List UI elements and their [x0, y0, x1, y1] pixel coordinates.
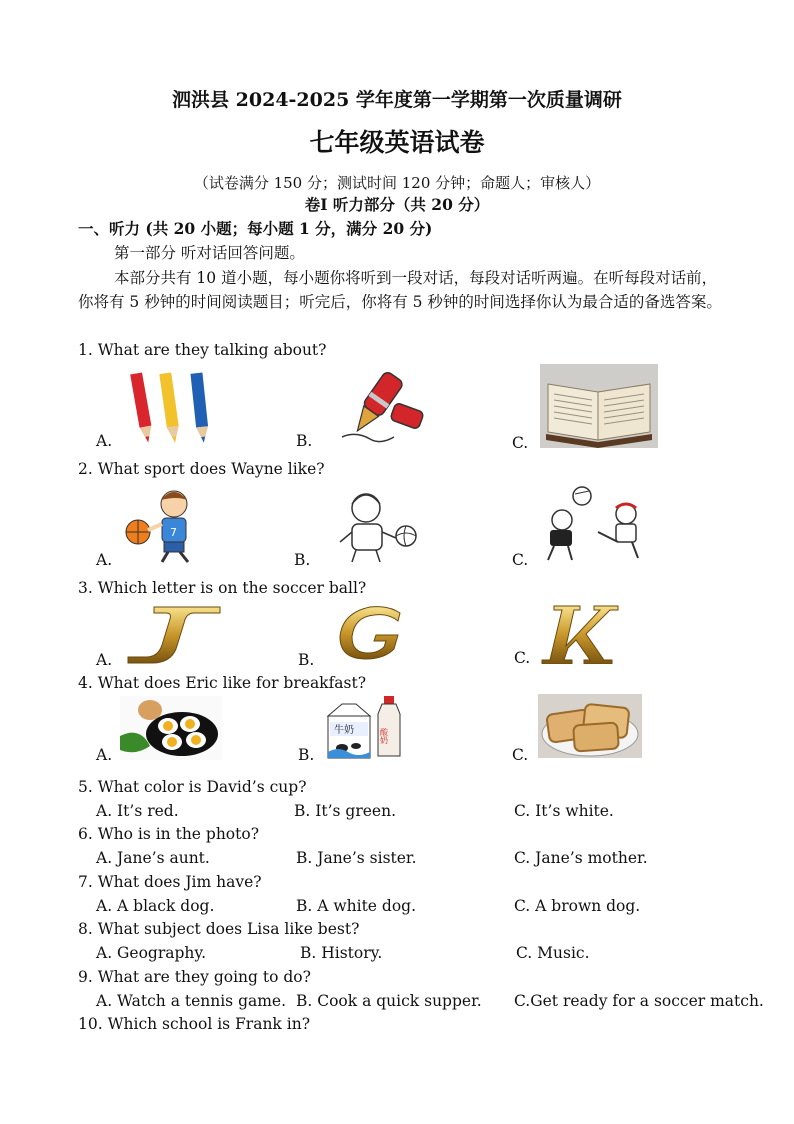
q1-option-a-label: A.	[96, 432, 113, 450]
q4-option-c-label: C.	[512, 746, 529, 764]
boiled-eggs-image	[120, 696, 222, 760]
open-book-image	[540, 364, 658, 448]
q5-option-a: A. It’s red.	[96, 802, 179, 820]
q9-option-a: A. Watch a tennis game.	[96, 992, 287, 1010]
q7-option-a: A. A black dog.	[96, 897, 215, 915]
q8-option-b: B. History.	[300, 944, 383, 962]
q8-option-a: A. Geography.	[96, 944, 207, 962]
letter-g-image	[326, 601, 422, 665]
fountain-pen-image	[322, 367, 430, 445]
bread-image	[538, 694, 642, 758]
question-6: 6. Who is in the photo?	[78, 825, 260, 843]
soccer-players-image	[538, 484, 660, 566]
letter-k-image	[540, 600, 642, 664]
milk-image	[320, 692, 410, 762]
q5-option-b: B. It’s green.	[294, 802, 396, 820]
question-8: 8. What subject does Lisa like best?	[78, 920, 360, 938]
milk-carton-label: 牛奶	[334, 725, 354, 736]
q1-option-b-label: B.	[296, 432, 313, 450]
q6-option-c: C. Jane’s mother.	[514, 849, 648, 867]
question-2: 2. What sport does Wayne like?	[78, 460, 325, 478]
question-4: 4. What does Eric like for breakfast?	[78, 674, 367, 692]
q4-option-a-label: A.	[96, 746, 113, 764]
question-5: 5. What color is David’s cup?	[78, 778, 307, 796]
yogurt-bottle-label: 酸奶	[379, 728, 389, 744]
question-9: 9. What are they going to do?	[78, 968, 311, 986]
question-10: 10. Which school is Frank in?	[78, 1015, 311, 1033]
section-heading: 一、听力 (共 20 小题；每小题 1 分，满分 20 分)	[78, 219, 433, 238]
q2-option-c-label: C.	[512, 551, 529, 569]
q3-option-b-label: B.	[298, 651, 315, 669]
q7-option-b: B. A white dog.	[296, 897, 417, 915]
q5-option-c: C. It’s white.	[514, 802, 614, 820]
q6-option-a: A. Jane’s aunt.	[96, 849, 210, 867]
question-7: 7. What does Jim have?	[78, 873, 262, 891]
instructions: 本部分共有 10 道小题，每小题你将听到一段对话，每段对话听两遍。在听每段对话前，你将有 5 秒钟的时间阅读题目；听完后，你将有 5 秒钟的时间选择你认为最合适的备选答案。	[78, 269, 722, 311]
q1-option-c-label: C.	[512, 434, 529, 452]
q6-option-b: B. Jane’s sister.	[296, 849, 417, 867]
q8-option-c: C. Music.	[516, 944, 590, 962]
exam-info: （试卷满分 150 分；测试时间 120 分钟；命题人；审核人）	[193, 174, 601, 192]
exam-subtitle: 七年级英语试卷	[309, 128, 485, 157]
q4-option-b-label: B.	[298, 746, 315, 764]
q3-option-a-label: A.	[96, 651, 113, 669]
q2-option-a-label: A.	[96, 551, 113, 569]
question-3: 3. Which letter is on the soccer ball?	[78, 579, 367, 597]
subpart-heading: 第一部分 听对话回答问题。	[114, 244, 305, 262]
part-heading: 卷Ⅰ 听力部分（共 20 分）	[304, 195, 490, 214]
volleyball-player-image	[330, 486, 422, 564]
question-1: 1. What are they talking about?	[78, 341, 327, 359]
exam-title: 泗洪县 2024-2025 学年度第一学期第一次质量调研	[172, 89, 622, 111]
q9-option-b: B. Cook a quick supper.	[296, 992, 482, 1010]
svg-text:7: 7	[170, 526, 177, 539]
q3-option-c-label: C.	[514, 649, 531, 667]
basketball-player-image	[122, 486, 208, 564]
q2-option-b-label: B.	[294, 551, 311, 569]
colored-pencils-image	[122, 367, 230, 447]
q7-option-c: C. A brown dog.	[514, 897, 641, 915]
q9-option-c: C.Get ready for a soccer match.	[514, 992, 764, 1010]
letter-j-image	[124, 601, 228, 665]
